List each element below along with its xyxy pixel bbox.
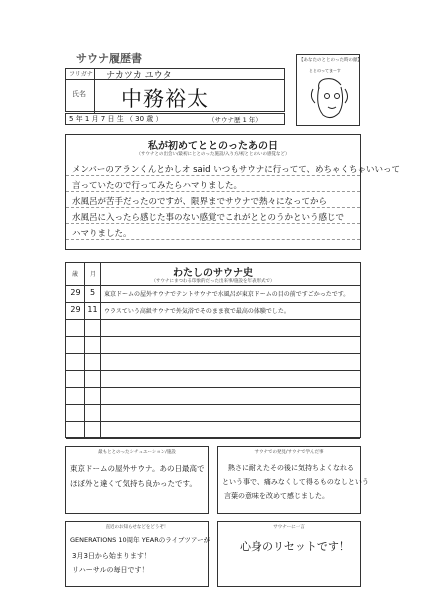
history-title: わたしのサウナ史 — [173, 268, 253, 279]
name-label: 氏名 — [72, 90, 86, 98]
history-row-divider — [66, 302, 360, 303]
lesson-line: 熱さに耐えたその後に気持ちよくなれる — [228, 464, 354, 472]
promo-line: リハーサルの毎日です！ — [72, 566, 149, 574]
message-box — [217, 521, 361, 587]
first-day-line: 言っていたので行ってみたらハマりました。 — [72, 181, 243, 191]
history-subtitle: （サウナにまつわる印象的だった出来事/施設を年表形式で） — [151, 279, 275, 284]
history-row-divider — [66, 319, 360, 320]
birth-date: 5 年 1 月 7 日 生 （ 30 歳 ） — [69, 115, 163, 123]
lesson-line: という事で、痛みなくして得るものなしという — [222, 478, 369, 486]
history-row-divider — [66, 353, 360, 354]
best-situation-line: 東京ドームの屋外サウナ。あの日最高で — [70, 464, 205, 473]
photo-box — [296, 54, 360, 126]
best-situation-line: ほぼ外と違くて気持ち良かったです。 — [70, 479, 197, 488]
history-row-text: ウラスていう高級サウナで外気浴でそのまま夜で最高の体験でした。 — [104, 308, 290, 315]
first-day-line: メンバーのアランくんとかしオ said いつもサウナに行ってて、めちゃくちゃいいって — [72, 165, 401, 175]
history-section — [65, 262, 361, 438]
promo-line: 3月3日から始まります！ — [72, 552, 151, 560]
history-row-year: 29 — [70, 305, 81, 314]
face-sketch — [305, 69, 353, 123]
history-row-month: 11 — [87, 305, 98, 314]
promo-title: 直近のお知らせなどをどうぞ！ — [105, 525, 169, 530]
history-row-divider — [66, 336, 360, 337]
lesson-title: サウナでの発見/サウナで学んだ事 — [254, 450, 324, 455]
history-row-year: 29 — [70, 288, 81, 297]
message-text: 心身のリセットです！ — [240, 540, 350, 553]
history-row-divider — [66, 404, 360, 405]
history-row-divider — [66, 370, 360, 371]
col-month: 月 — [89, 271, 96, 278]
first-day-line: 水風呂が苦手だったのですが、限界までサウナで熱々になってから — [72, 197, 328, 207]
first-day-title: 私が初めてととのったあの日 — [148, 141, 278, 152]
message-title: サウナーに一言 — [273, 525, 305, 530]
sketch-text: ととのってまーす — [309, 68, 341, 73]
name-value: 中務裕太 — [121, 87, 209, 111]
history-row-text: 東京ドームの屋外サウナでテントサウナで水風呂が東京ドームの目の前ですごかったです。 — [104, 291, 350, 298]
furigana-label: フリガナ — [69, 71, 93, 78]
first-day-subtitle: （サウナとの出会い/最初にととのった施設/入り方/初ととのいの感覚など） — [136, 152, 290, 157]
lesson-box — [217, 446, 369, 514]
history-row-divider — [66, 421, 360, 422]
sauna-age: （サウナ歴 1 年） — [208, 116, 262, 124]
first-day-line: ハマりました。 — [72, 229, 132, 239]
photo-caption: 【あなたのととのった時の顔】 — [299, 58, 362, 63]
first-day-section — [65, 134, 401, 250]
promo-line: GENERATIONS 10周年 YEARのライブツアーが — [70, 536, 211, 544]
history-row-month: 5 — [89, 288, 96, 297]
history-row-divider — [66, 387, 360, 388]
lesson-line: 言葉の意味を改めて感じました。 — [224, 492, 329, 500]
best-situation-box — [65, 446, 209, 514]
furigana-value: ナカツカ ユウタ — [106, 71, 172, 81]
first-day-line: 水風呂に入ったら感じた事のない感覚でこれがととのうかという感じで — [72, 213, 345, 223]
name-block — [65, 68, 285, 112]
col-year: 歳 — [71, 271, 78, 278]
promo-box — [65, 521, 209, 587]
birth-line — [65, 113, 285, 125]
page-title: サウナ履歴書 — [76, 52, 142, 65]
history-row-divider — [66, 438, 360, 439]
best-situation-title: 最もととのったシチュエーション/施設 — [98, 450, 176, 455]
